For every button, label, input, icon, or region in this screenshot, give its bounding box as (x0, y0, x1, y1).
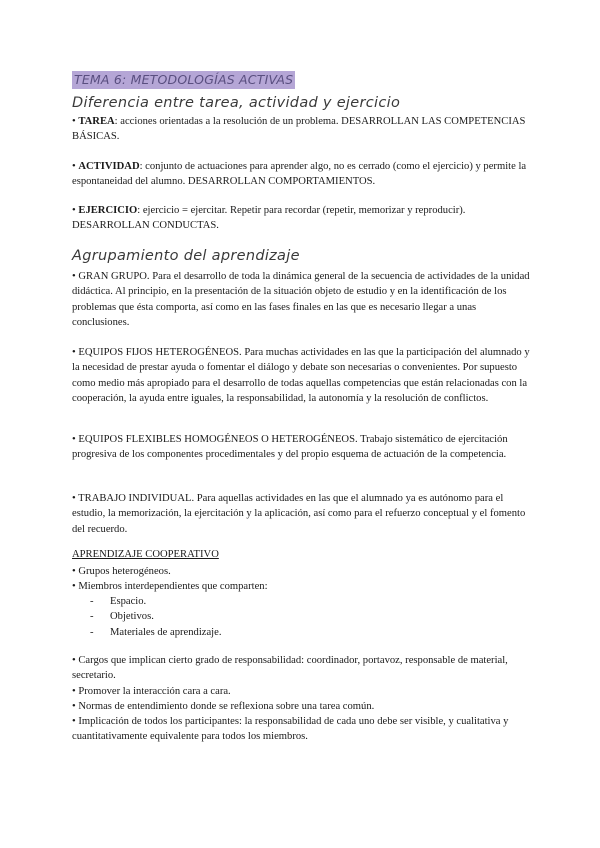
dash-item-text: Objetivos. (110, 611, 154, 623)
dash-item-text: Materiales de aprendizaje. (110, 626, 222, 638)
paragraph-trabajo-individual: • TRABAJO INDIVIDUAL. Para aquellas actividades en las que el alumnado ya es autónomo para el estudio, la memorización, la ejercitación y la aplicación, así como para el refuerzo conceptual y el fomento del recuerdo. (72, 493, 526, 535)
title-wrap (72, 71, 295, 89)
section-heading-cooperativo: APRENDIZAJE COOPERATIVO (72, 549, 219, 560)
term-actividad: ACTIVIDAD (78, 161, 140, 172)
list-item: • Miembros interdependientes que comparten: (72, 581, 268, 593)
definition-tarea: : acciones orientadas a la resolución de un problema. DESARROLLAN LAS COMPETENCIAS BÁSICAS. (72, 116, 526, 143)
definition-actividad: : conjunto de actuaciones para aprender algo, no es cerrado (como el ejercicio) y permite la espontaneidad del alumno. DESARROLLAN COMPORTAMIENTOS. (72, 161, 527, 188)
dash-item (90, 594, 221, 609)
list-item: • Promover la interacción cara a cara. (72, 685, 231, 697)
dash-mark: - (90, 611, 94, 623)
paragraph-tarea (72, 114, 532, 145)
dash-item (90, 609, 221, 624)
page-title: TEMA 6: METODOLOGÍAS ACTIVAS (74, 72, 294, 87)
term-tarea: TAREA (78, 116, 115, 127)
cooperativo-list-top (72, 564, 532, 595)
dash-list (90, 594, 221, 640)
paragraph-equipos-fijos: • EQUIPOS FIJOS HETEROGÉNEOS. Para muchas actividades en las que la participación del alumnado y la necesidad de prestar ayuda o fomentar el diálogo y debate son necesarias o convenientes. Por supuesto como medio más apropiado para el desarrollo de todas aquellas competencias que están relacionadas con la cooperación, la ayuda entre iguales, la responsabilidad, la autonomía y la resolución de conflictos. (72, 347, 530, 404)
paragraph-gran-grupo: • GRAN GRUPO. Para el desarrollo de toda la dinámica general de la secuencia de actividades de la unidad didáctica. Al principio, en la presentación de la situación objeto de estudio y en la identificación de los problemas que ésta comporta, así como en las fases finales en las que es necesario llegar a unas conclusiones. (72, 271, 530, 328)
paragraph-equipos-flexibles: • EQUIPOS FLEXIBLES HOMOGÉNEOS O HETEROGÉNEOS. Trabajo sistemático de ejercitación progresiva de los componentes procedimentales y del propio esquema de actuación de la competencia. (72, 434, 508, 461)
term-ejercicio: EJERCICIO (78, 205, 138, 216)
dash-mark: - (90, 596, 94, 607)
list-item: • Cargos que implican cierto grado de responsabilidad: coordinador, portavoz, responsable de material, secretario. (72, 655, 508, 682)
dash-item-text: Espacio. (110, 596, 147, 607)
definition-ejercicio: : ejercicio = ejercitar. Repetir para recordar (repetir, memorizar y reproducir). DESARROLLAN CONDUCTAS. (72, 205, 466, 232)
section-heading-agrupamiento: Agrupamiento del aprendizaje (72, 248, 300, 264)
bullet: • (72, 161, 76, 172)
dash-mark: - (90, 626, 94, 638)
list-item: • Grupos heterogéneos. (72, 566, 171, 577)
section-heading-diferencia: Diferencia entre tarea, actividad y ejercicio (72, 95, 401, 111)
list-item: • Implicación de todos los participantes: la responsabilidad de cada uno debe ser visible, y cualitativa y cuantitativamente equivalente para todos los miembros. (72, 716, 509, 743)
dash-item (90, 625, 221, 640)
bullet: • (72, 205, 76, 216)
paragraph-ejercicio (72, 203, 532, 234)
list-item: • Normas de entendimiento donde se reflexiona sobre una tarea común. (72, 700, 375, 712)
bullet: • (72, 116, 76, 127)
paragraph-actividad (72, 159, 532, 190)
cooperativo-list-bottom (72, 653, 532, 745)
